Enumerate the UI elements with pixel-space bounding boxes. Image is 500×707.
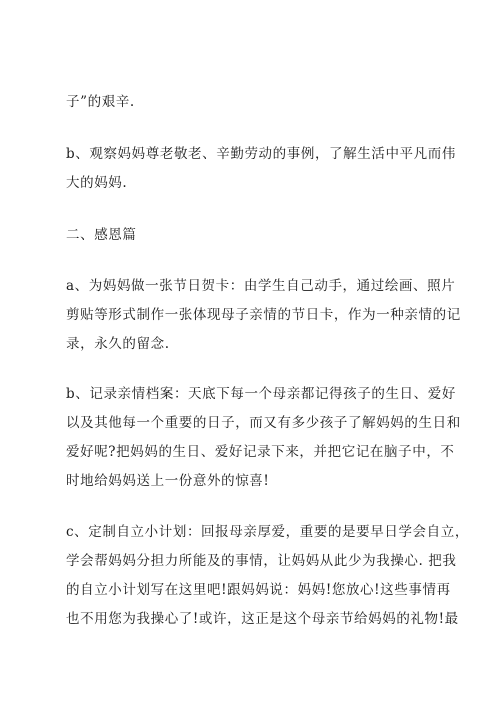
text-line-item-b2-cont2: 爱好呢?把妈妈的生日、爱好记录下来，并把它记在脑子中，不 <box>66 444 455 460</box>
text-line-item-c: c、定制自立小计划：回报母亲厚爱，重要的是要早日学会自立， <box>66 524 469 540</box>
section-heading: 二、感恩篇 <box>66 227 137 243</box>
text-line-continuation: 子”的艰辛. <box>66 94 135 110</box>
text-line-item-b2-cont3: 时地给妈妈送上一份意外的惊喜! <box>66 473 270 489</box>
text-line-item-b2: b、记录亲情档案：天底下每一个母亲都记得孩子的生日、爱好 <box>66 386 456 402</box>
text-line-item-c-cont2: 的自立小计划写在这里吧!跟妈妈说：妈妈!您放心!这些事情再 <box>66 582 451 598</box>
text-line-item-a: a、为妈妈做一张节日贺卡：由学生自己动手，通过绘画、照片 <box>66 278 456 294</box>
text-line-item-b2-cont1: 以及其他每一个重要的日子，而又有多少孩子了解妈妈的生日和 <box>66 415 461 431</box>
text-line-item-c-cont3: 也不用您为我操心了!或许，这正是这个母亲节给妈妈的礼物!最 <box>66 611 459 627</box>
text-line-item-c-cont1: 学会帮妈妈分担力所能及的事情，让妈妈从此少为我操心. 把我 <box>66 553 457 569</box>
text-line-item-b1-cont: 大的妈妈. <box>66 175 128 191</box>
text-line-item-b1: b、观察妈妈尊老敬老、辛勤劳动的事例，了解生活中平凡而伟 <box>66 146 456 162</box>
text-line-item-a-cont1: 剪贴等形式制作一张体现母子亲情的节日卡，作为一种亲情的记 <box>66 307 461 323</box>
text-line-item-a-cont2: 录，永久的留念. <box>66 336 170 352</box>
